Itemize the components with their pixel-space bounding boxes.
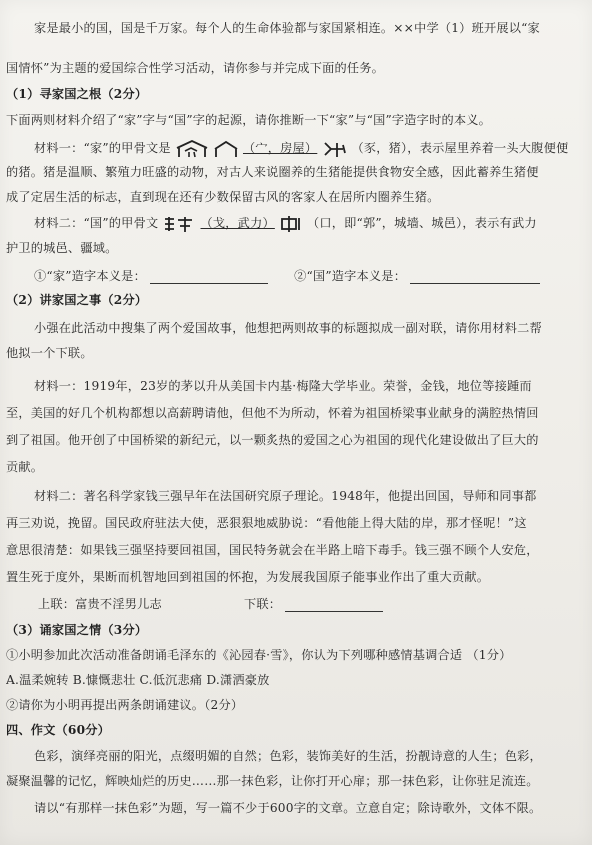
s3-options: A.温柔婉转 B.慷慨悲壮 C.低沉悲痛 D.潇洒豪放 <box>6 673 270 687</box>
s2-material-2-line-1: 材料二：著名科学家钱三强早年在法国研究原子理论。1948年，他提出回国，导师和同事都 <box>34 489 537 503</box>
section-4-title: 四、作文（60分） <box>6 723 111 737</box>
intro-line-2: 国情怀”为主题的爱国综合性学习活动，请你参与并完成下面的任务。 <box>6 61 385 75</box>
s2-material-2-line-4: 置生死于度外，果断而机智地回到祖国的怀抱，为发展我国原子能事业作出了重大贡献。 <box>6 570 490 584</box>
s1-question-2: ②“国”造字本义是： <box>294 269 407 283</box>
s4-para-line-3: 凝聚温馨的记忆，辉映灿烂的历史……那一抹色彩，让你打开心扉；那一抹色彩，让你驻足流连。 <box>6 774 539 788</box>
s1-question-1: ①“家”造字本义是： <box>34 269 146 283</box>
s2-upper-couplet: 上联：富贵不淫男儿志 <box>38 597 162 611</box>
s4-para-line-2: 色彩，演绎亮丽的阳光，点缀明媚的自然；色彩，装饰美好的生活，扮靓诗意的人生；色彩， <box>34 749 542 763</box>
s2-material-1-line-3: 到了祖国。他开创了中国桥梁的新纪元，以一颗炙热的爱国之心为祖国的现代化建设做出了巨大的 <box>6 433 539 447</box>
s1-material-1-line-2: 的猪。猪是温顺、繁殖力旺盛的动物，对古人来说圈养的生猪能提供食物安全感，因此蓄养生猪便 <box>6 165 539 179</box>
s2-material-2-line-3: 意思很清楚：如果钱三强坚持要回祖国，国民特务就会在半路上暗下毒手。钱三强不顾个人安危， <box>6 543 539 557</box>
s1-material-1-line-1 <box>6 137 586 159</box>
s3-question-2: ②请你为小明再提出两条朗诵建议。（2分） <box>6 698 244 712</box>
s1-material-2-line-2: 护卫的城邑、疆域。 <box>6 241 118 255</box>
section-1-lead: 下面两则材料介绍了“家”字与“国”字的起源，请你推断一下“家”与“国”字造字时的本义。 <box>6 113 492 127</box>
s3-question-1: ①小明参加此次活动准备朗诵毛泽东的《沁园春·雪》，你认为下列哪种感情基调合适 （1分） <box>6 648 512 662</box>
s2-material-2-line-2: 再三劝说，挽留。国民政府驻法大使，恶狠狠地威胁说：“看他能上得大陆的岸，那才怪呢！”这 <box>6 516 527 530</box>
s2-material-1-line-2: 至，美国的好几个机构都想以高薪聘请他，但他不为所动，怀着为祖国桥梁事业献身的满腔热情回 <box>6 406 539 420</box>
s4-para-line-4: 请以“有那样一抹色彩”为题，写一篇不少于600字的文章。立意自定；除诗歌外，文体不限。 <box>34 801 542 815</box>
s1-m2-annotation: （戈，武力） <box>200 216 275 230</box>
oracle-bone-jia-glyph <box>175 139 209 159</box>
s1-m1-pre: 材料一：“家”的甲骨文是 <box>34 141 171 155</box>
section-2-title: （2）讲家国之事（2分） <box>6 293 148 307</box>
s1-answer-1-blank[interactable] <box>150 270 268 284</box>
s2-para-1-line-2: 他拟一个下联。 <box>6 346 93 360</box>
s1-m1-post: （豕，猪），表示屋里养着一头大腹便便 <box>351 141 569 155</box>
s1-material-1-line-3: 成了定居生活的标志，直到现在还有少数保留古风的客家人在居所内圈养生猪。 <box>6 190 440 204</box>
s2-lower-couplet-blank[interactable] <box>285 598 383 612</box>
s1-m2-post: （口，即“郭”，城墙、城邑），表示有武力 <box>307 216 537 230</box>
s1-m2-pre: 材料二：“国”的甲骨文 <box>34 216 159 230</box>
oracle-bone-kou-glyph <box>279 214 303 234</box>
s2-lower-couplet-label: 下联： <box>244 597 282 611</box>
s1-material-2-line-1 <box>6 212 586 234</box>
intro-line-1: 家是最小的国，国是千万家。每个人的生命体验都与家国紧相连。××中学（1）班开展以“家 <box>34 21 540 35</box>
s1-answer-line <box>6 268 586 284</box>
s2-para-1-line-1: 小强在此活动中搜集了两个爱国故事，他想把两则故事的标题拟成一副对联，请你用材料二帮 <box>34 321 542 335</box>
s1-m1-annotation: （宀，房屋） <box>242 141 318 155</box>
s2-material-1-line-1: 材料一：1919年，23岁的茅以升从美国卡内基·梅隆大学毕业。荣誉，金钱，地位等接踵而 <box>34 379 532 393</box>
section-1-title: （1）寻家国之根（2分） <box>6 87 148 101</box>
section-3-title: （3）诵家国之情（3分） <box>6 623 148 637</box>
s2-couplet-line <box>6 596 586 612</box>
oracle-bone-mian-glyph <box>213 139 239 159</box>
s2-material-1-line-4: 贡献。 <box>6 460 44 474</box>
oracle-bone-guo-glyph <box>162 214 196 234</box>
oracle-bone-shi-glyph <box>321 139 347 159</box>
s1-answer-2-blank[interactable] <box>410 270 540 284</box>
